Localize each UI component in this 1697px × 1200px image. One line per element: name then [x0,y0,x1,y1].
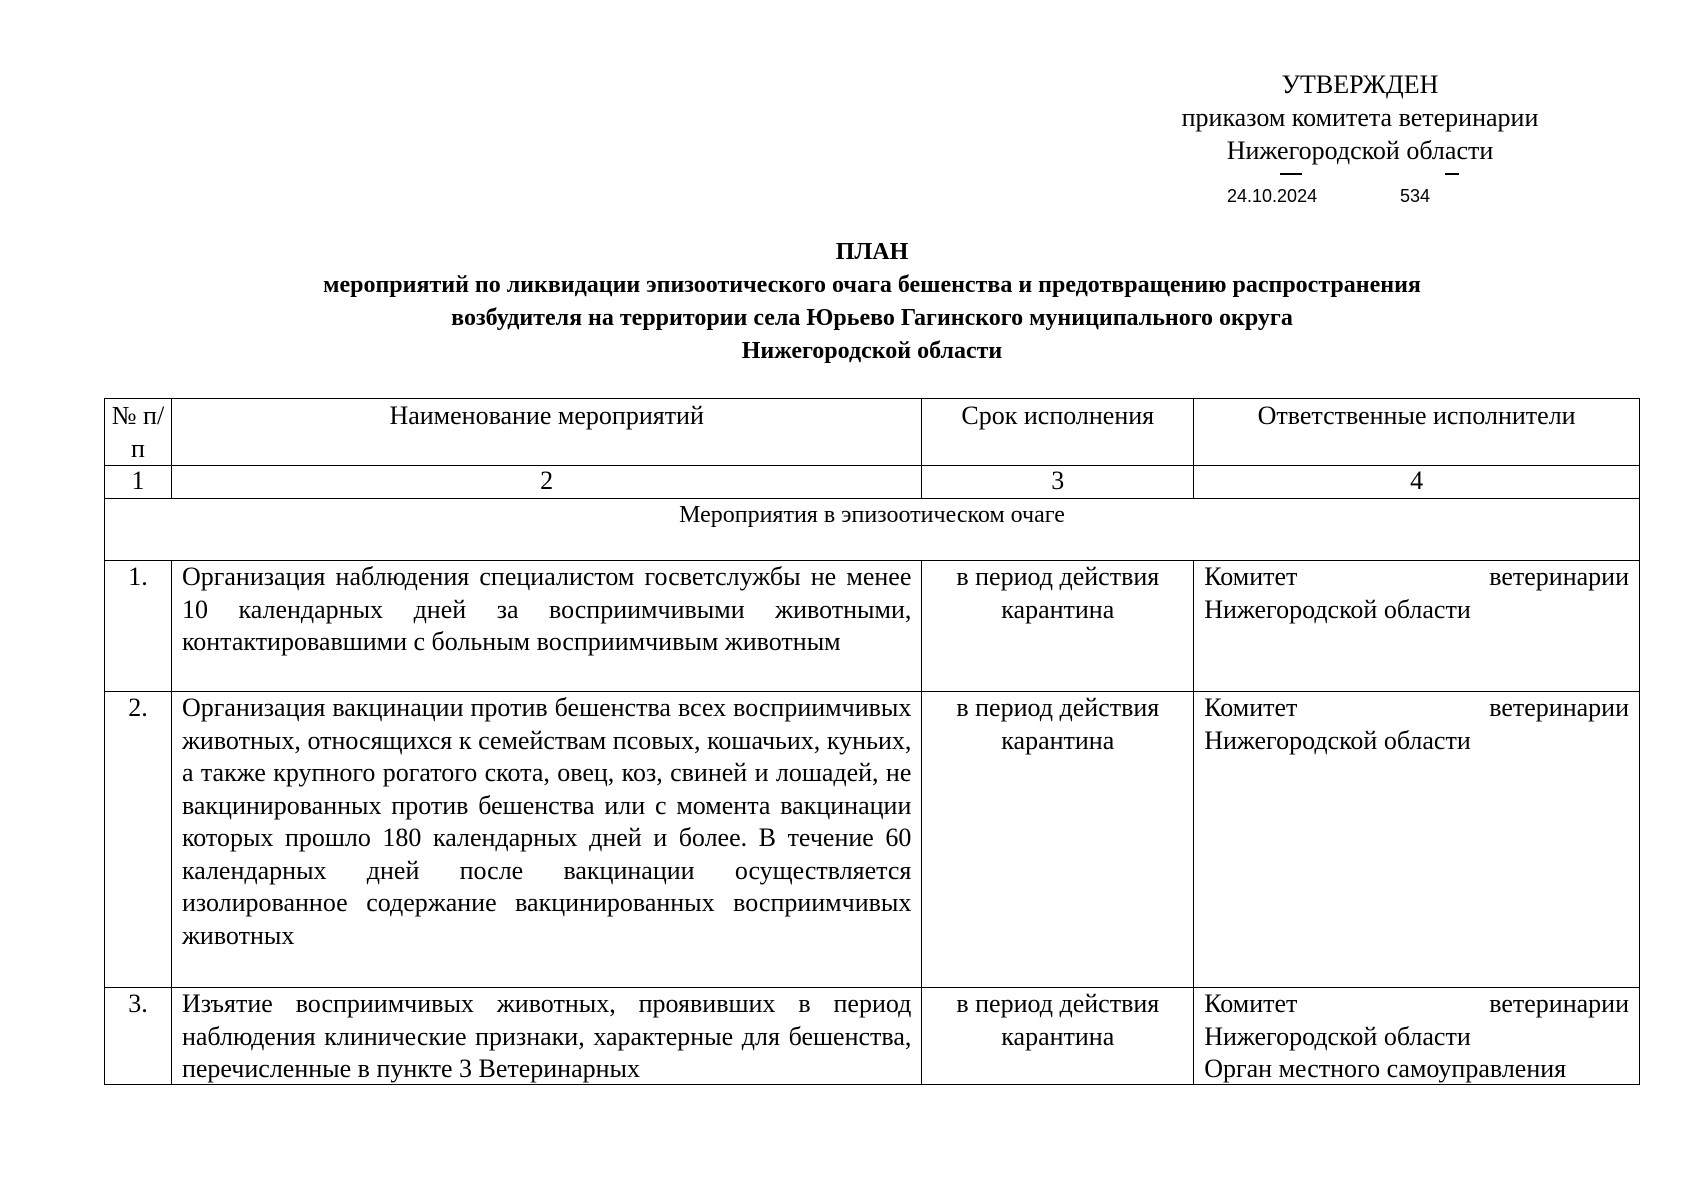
resp-line: Нижегородской области [1204,725,1471,755]
row-term: в период действия карантина [922,988,1194,1085]
header-resp: Ответственные исполнители [1194,399,1640,466]
approval-heading: УТВЕРЖДЕН [1281,70,1439,99]
header-term: Срок исполнения [922,399,1194,466]
table-header-row [105,399,1640,466]
document-title [104,236,1640,368]
row-term: в период действия карантина [922,692,1194,988]
section-title: Мероприятия в эпизоотическом очаге [105,499,1640,561]
table-row [105,561,1640,692]
approval-block [1150,68,1570,167]
table-row [105,988,1640,1085]
column-number: 2 [171,466,921,499]
row-term: в период действия карантина [922,561,1194,692]
title-subject-line3: Нижегородской области [741,338,1003,364]
column-number-row [105,466,1640,499]
resp-word: ветеринарии [1489,693,1629,722]
row-number: 3. [105,988,172,1085]
row-responsible [1194,561,1640,692]
table-row [105,692,1640,988]
resp-word: Комитет [1204,989,1298,1018]
order-number: 534 [1400,186,1431,206]
row-responsible [1194,692,1640,988]
row-number: 1. [105,561,172,692]
section-row [105,499,1640,561]
title-subject-line1: мероприятий по ликвидации эпизоотического очага бешенства и предотвращению распространения [323,272,1421,298]
row-number: 2. [105,692,172,988]
plan-table [104,398,1640,1085]
header-name: Наименование мероприятий [171,399,921,466]
row-responsible [1194,988,1640,1085]
row-activity: Организация наблюдения специалистом госветслужбы не менее 10 календарных дней за восприимчивыми животными, контактировавшими с больным восприимчивым животным [171,561,921,692]
registration-field-marks [1280,173,1480,181]
row-activity: Организация вакцинации против бешенства всех восприимчивых животных, относящихся к семействам псовых, кошачьих, куньих, а также крупного рогатого скота, овец, коз, свиней и лошадей, не вакцинированных против бешенства или с момента вакцинации которых прошло 180 календарных дней и более. В течение 60 календарных дней после вакцинации осуществляется изолированное содержание вакцинированных восприимчивых животных [171,692,921,988]
title-plan: ПЛАН [835,239,909,265]
title-subject-line2: возбудителя на территории села Юрьево Гагинского муниципального округа [451,305,1293,331]
column-number: 4 [1194,466,1640,499]
column-number: 1 [105,466,172,499]
approval-order: приказом комитета ветеринарии [1181,103,1539,132]
resp-line: Нижегородской области [1204,594,1471,624]
row-activity [171,988,921,1085]
order-date: 24.10.2024 [1227,186,1318,206]
resp-word: Комитет [1204,562,1298,591]
resp-word: ветеринарии [1489,562,1629,591]
header-num: № п/п [105,399,172,466]
resp-word: Комитет [1204,693,1298,722]
column-number: 3 [922,466,1194,499]
resp-word: ветеринарии [1489,989,1629,1018]
resp-line: Орган местного самоуправления [1204,1054,1567,1083]
approval-region: Нижегородской области [1226,136,1494,165]
row-activity-text: Изъятие восприимчивых животных, проявивших в период наблюдения клинические признаки, характерные для бешенства, перечисленные в пункте 3 Ветеринарных [181,989,912,1083]
resp-line: Нижегородской области [1204,1021,1471,1051]
